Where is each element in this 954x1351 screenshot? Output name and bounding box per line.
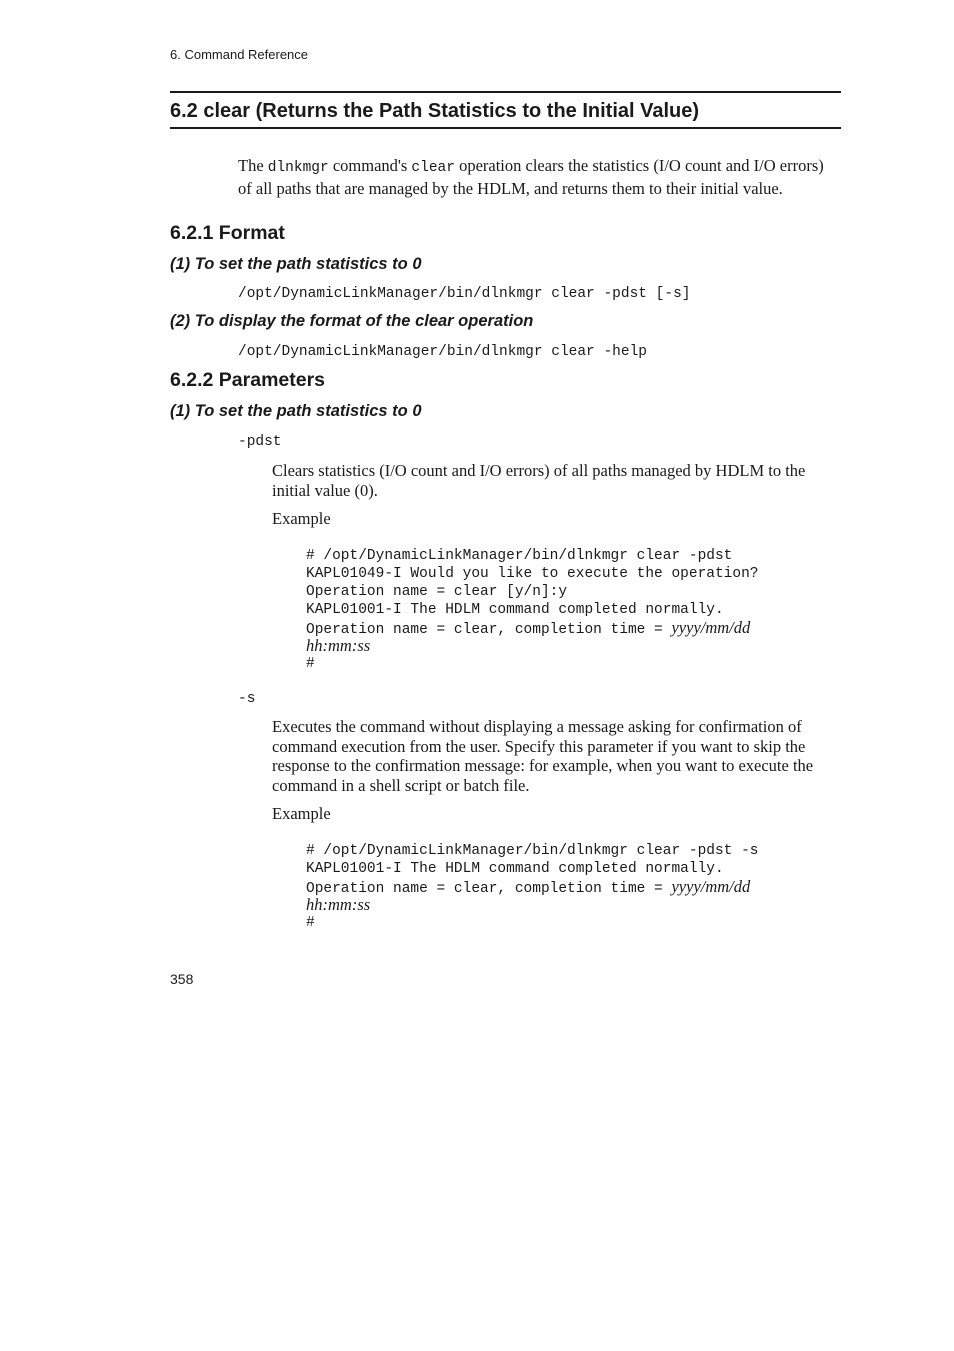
code-line: # /opt/DynamicLinkManager/bin/dlnkmgr clear -pdst bbox=[306, 548, 733, 564]
format-item1-command: /opt/DynamicLinkManager/bin/dlnkmgr clear -pdst [-s] bbox=[238, 286, 691, 302]
param-s-name: -s bbox=[238, 691, 256, 707]
code-line: KAPL01001-I The HDLM command completed normally. bbox=[306, 861, 724, 877]
param-pdst-example-label: Example bbox=[272, 509, 331, 528]
param-s-example-code bbox=[306, 842, 758, 932]
code-line bbox=[306, 896, 758, 914]
code-line: KAPL01001-I The HDLM command completed normally. bbox=[306, 602, 724, 618]
section-title: 6.2 clear (Returns the Path Statistics to the Initial Value) bbox=[170, 100, 700, 122]
format-item2-command: /opt/DynamicLinkManager/bin/dlnkmgr clear -help bbox=[238, 344, 647, 360]
code-line: Operation name = clear, completion time = yyyy/mm/dd bbox=[306, 618, 751, 638]
code-line: # bbox=[306, 915, 315, 931]
code-line: Operation name = clear, completion time = yyyy/mm/dd bbox=[306, 877, 751, 897]
inline-code-dlnkmgr: dlnkmgr bbox=[267, 160, 329, 176]
format-item1-heading: (1) To set the path statistics to 0 bbox=[170, 255, 422, 273]
param-s-example-label: Example bbox=[272, 804, 331, 823]
time-clock-variable: hh:mm:ss bbox=[306, 895, 371, 914]
param-pdst-name: -pdst bbox=[238, 434, 282, 450]
code-line bbox=[306, 637, 758, 655]
section-heading-box bbox=[170, 91, 841, 129]
format-heading: 6.2.1 Format bbox=[170, 222, 285, 244]
page-number: 358 bbox=[170, 971, 194, 987]
inline-code-clear: clear bbox=[411, 160, 455, 176]
time-date-variable: yyyy/mm/dd bbox=[671, 877, 751, 896]
time-clock-variable: hh:mm:ss bbox=[306, 636, 371, 655]
intro-paragraph: The dlnkmgr command's clear operation clears the statistics (I/O count and I/O errors) of all paths that are managed by the HDLM, and returns them to their initial value. bbox=[238, 156, 824, 198]
parameters-heading: 6.2.2 Parameters bbox=[170, 369, 326, 391]
format-item2-heading: (2) To display the format of the clear operation bbox=[170, 312, 534, 330]
param-s-description: Executes the command without displaying a message asking for confirmation of command execution from the user. Specify this parameter if you want to skip the response to the confirmation message: for example, when you want to execute the command in a shell script or batch file. bbox=[272, 717, 814, 795]
time-date-variable: yyyy/mm/dd bbox=[671, 618, 751, 637]
param-pdst-example-code bbox=[306, 547, 758, 673]
code-line: # bbox=[306, 656, 315, 672]
param-pdst-description: Clears statistics (I/O count and I/O errors) of all paths managed by HDLM to the initial value (0). bbox=[272, 461, 806, 500]
code-line: KAPL01049-I Would you like to execute the operation? bbox=[306, 566, 759, 582]
code-line: # /opt/DynamicLinkManager/bin/dlnkmgr clear -pdst -s bbox=[306, 843, 759, 859]
code-line: Operation name = clear [y/n]:y bbox=[306, 584, 568, 600]
running-header: 6. Command Reference bbox=[170, 47, 309, 62]
parameters-item1-heading: (1) To set the path statistics to 0 bbox=[170, 402, 422, 420]
